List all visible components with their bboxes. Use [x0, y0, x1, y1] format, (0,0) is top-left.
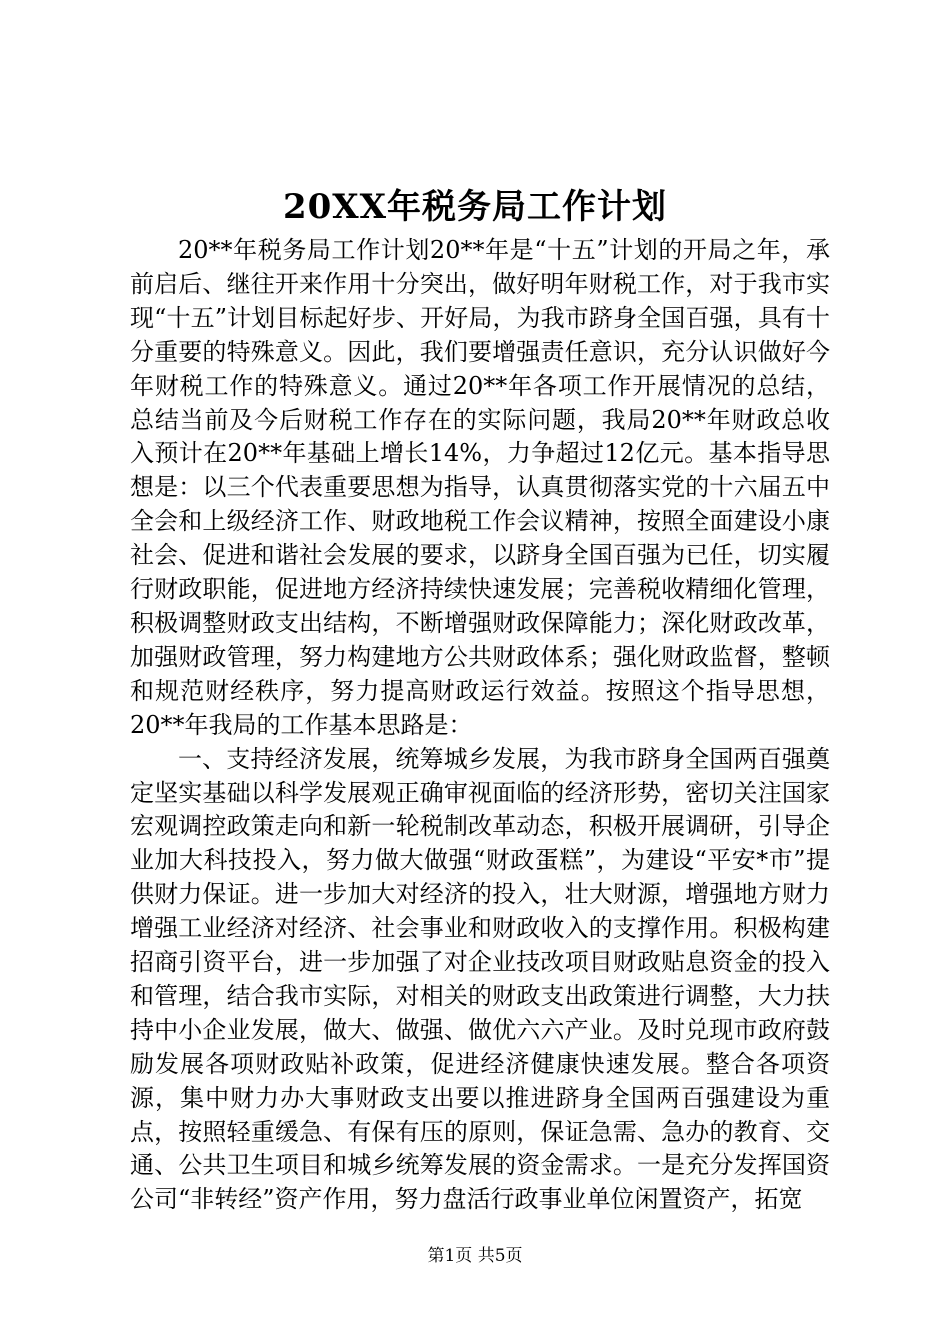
document-body: [130, 234, 830, 1217]
paragraph-intro: 20**年税务局工作计划20**年是“十五”计划的开局之年，承前启后、继往开来作用十分突出，做好明年财税工作，对于我市实现“十五”计划目标起好步、开好局，为我市跻身全国百强，具有十分重要的特殊意义。因此，我们要增强责任意识，充分认识做好今年财税工作的特殊意义。通过20**年各项工作开展情况的总结，总结当前及今后财税工作存在的实际问题，我局20**年财政总收入预计在20**年基础上增长14%，力争超过12亿元。基本指导思想是：以三个代表重要思想为指导，认真贯彻落实党的十六届五中全会和上级经济工作、财政地税工作会议精神，按照全面建设小康社会、促进和谐社会发展的要求，以跻身全国百强为已任，切实履行财政职能，促进地方经济持续快速发展；完善税收精细化管理，积极调整财政支出结构，不断增强财政保障能力；深化财政改革，加强财政管理，努力构建地方公共财政体系；强化财政监督，整顿和规范财经秩序，努力提高财政运行效益。按照这个指导思想，20**年我局的工作基本思路是：: [130, 236, 830, 739]
page-number-footer: 第1页 共5页: [427, 1246, 523, 1266]
paragraph-section-one: 一、支持经济发展，统筹城乡发展，为我市跻身全国两百强奠定坚实基础以科学发展观正确审视面临的经济形势，密切关注国家宏观调控政策走向和新一轮税制改革动态，积极开展调研，引导企业加大科技投入，努力做大做强“财政蛋糕”，为建设“平安*市”提供财力保证。进一步加大对经济的投入，壮大财源，增强地方财力增强工业经济对经济、社会事业和财政收入的支撑作用。积极构建招商引资平台，进一步加强了对企业技改项目财政贴息资金的投入和管理，结合我市实际，对相关的财政支出政策进行调整，大力扶持中小企业发展，做大、做强、做优六六产业。及时兑现市政府鼓励发展各项财政贴补政策，促进经济健康快速发展。整合各项资源，集中财力办大事财政支出要以推进跻身全国两百强建设为重点，按照轻重缓急、有保有压的原则，保证急需、急办的教育、交通、公共卫生项目和城乡统筹发展的资金需求。一是充分发挥国资公司“非转经”资产作用，努力盘活行政事业单位闲置资产，拓宽: [130, 744, 830, 1214]
document-title: 20XX年税务局工作计划: [282, 187, 668, 227]
